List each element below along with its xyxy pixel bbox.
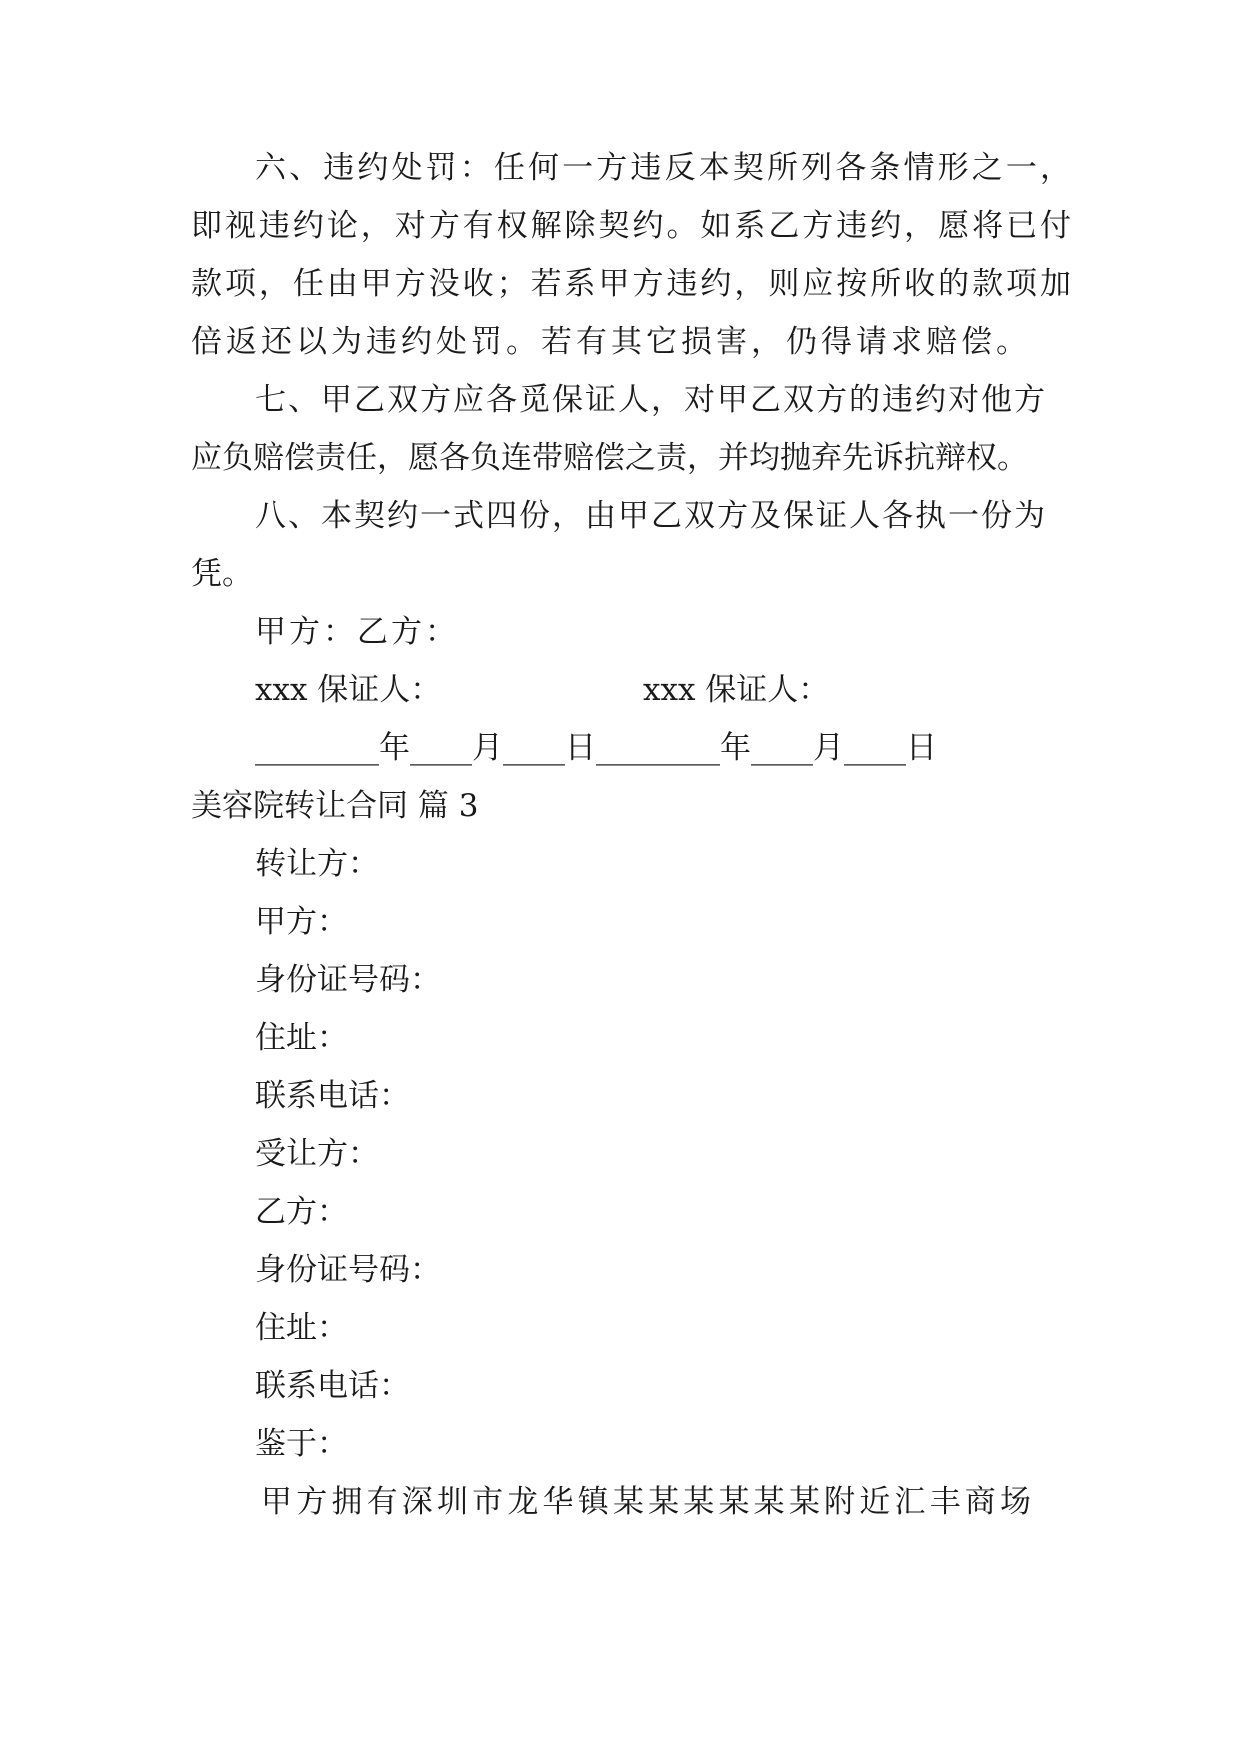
clause-6-line-1: 六、违约处罚：任何一方违反本契所列各条情形之一， [255, 150, 1071, 186]
field-party-b: 乙方： [255, 1194, 348, 1230]
clause-7-line-2: 应负赔偿责任，愿各负连带赔偿之责，并均抛弃先诉抗辩权。 [191, 440, 1028, 476]
clause-6-line-4: 倍返还以为违约处罚。若有其它损害，仍得请求赔偿。 [191, 324, 1031, 360]
whereas-text-line-1: 甲方拥有深圳市龙华镇某某某某某某附近汇丰商场 [261, 1484, 1031, 1520]
field-whereas: 鉴于： [255, 1426, 348, 1462]
clause-8-line-1: 八、本契约一式四份，由甲乙双方及保证人各执一份为 [255, 498, 1045, 534]
field-id-number-b: 身份证号码： [255, 1252, 441, 1288]
field-transferor: 转让方： [255, 846, 379, 882]
field-address-a: 住址： [255, 1020, 348, 1056]
field-phone-b: 联系电话： [255, 1368, 410, 1404]
field-party-a: 甲方： [255, 904, 348, 940]
field-id-number-a: 身份证号码： [255, 962, 441, 998]
parties-line: 甲方：乙方： [255, 614, 459, 650]
field-phone-a: 联系电话： [255, 1078, 410, 1114]
date-line: ________年____月____日________年____月____日 [255, 730, 937, 766]
clause-6-line-3: 款项，任由甲方没收；若系甲方违约，则应按所收的款项加 [191, 266, 1071, 302]
clause-7-line-1: 七、甲乙双方应各觅保证人，对甲乙双方的违约对他方 [255, 382, 1045, 418]
field-transferee: 受让方： [255, 1136, 379, 1172]
clause-6-line-2: 即视违约论，对方有权解除契约。如系乙方违约，愿将已付 [191, 208, 1071, 244]
field-address-b: 住址： [255, 1310, 348, 1346]
clause-8-line-2: 凭。 [191, 556, 253, 592]
section-title: 美容院转让合同 篇 3 [191, 788, 479, 824]
guarantor-right: xxx 保证人： [643, 672, 830, 708]
guarantor-left: xxx 保证人： [255, 672, 442, 708]
